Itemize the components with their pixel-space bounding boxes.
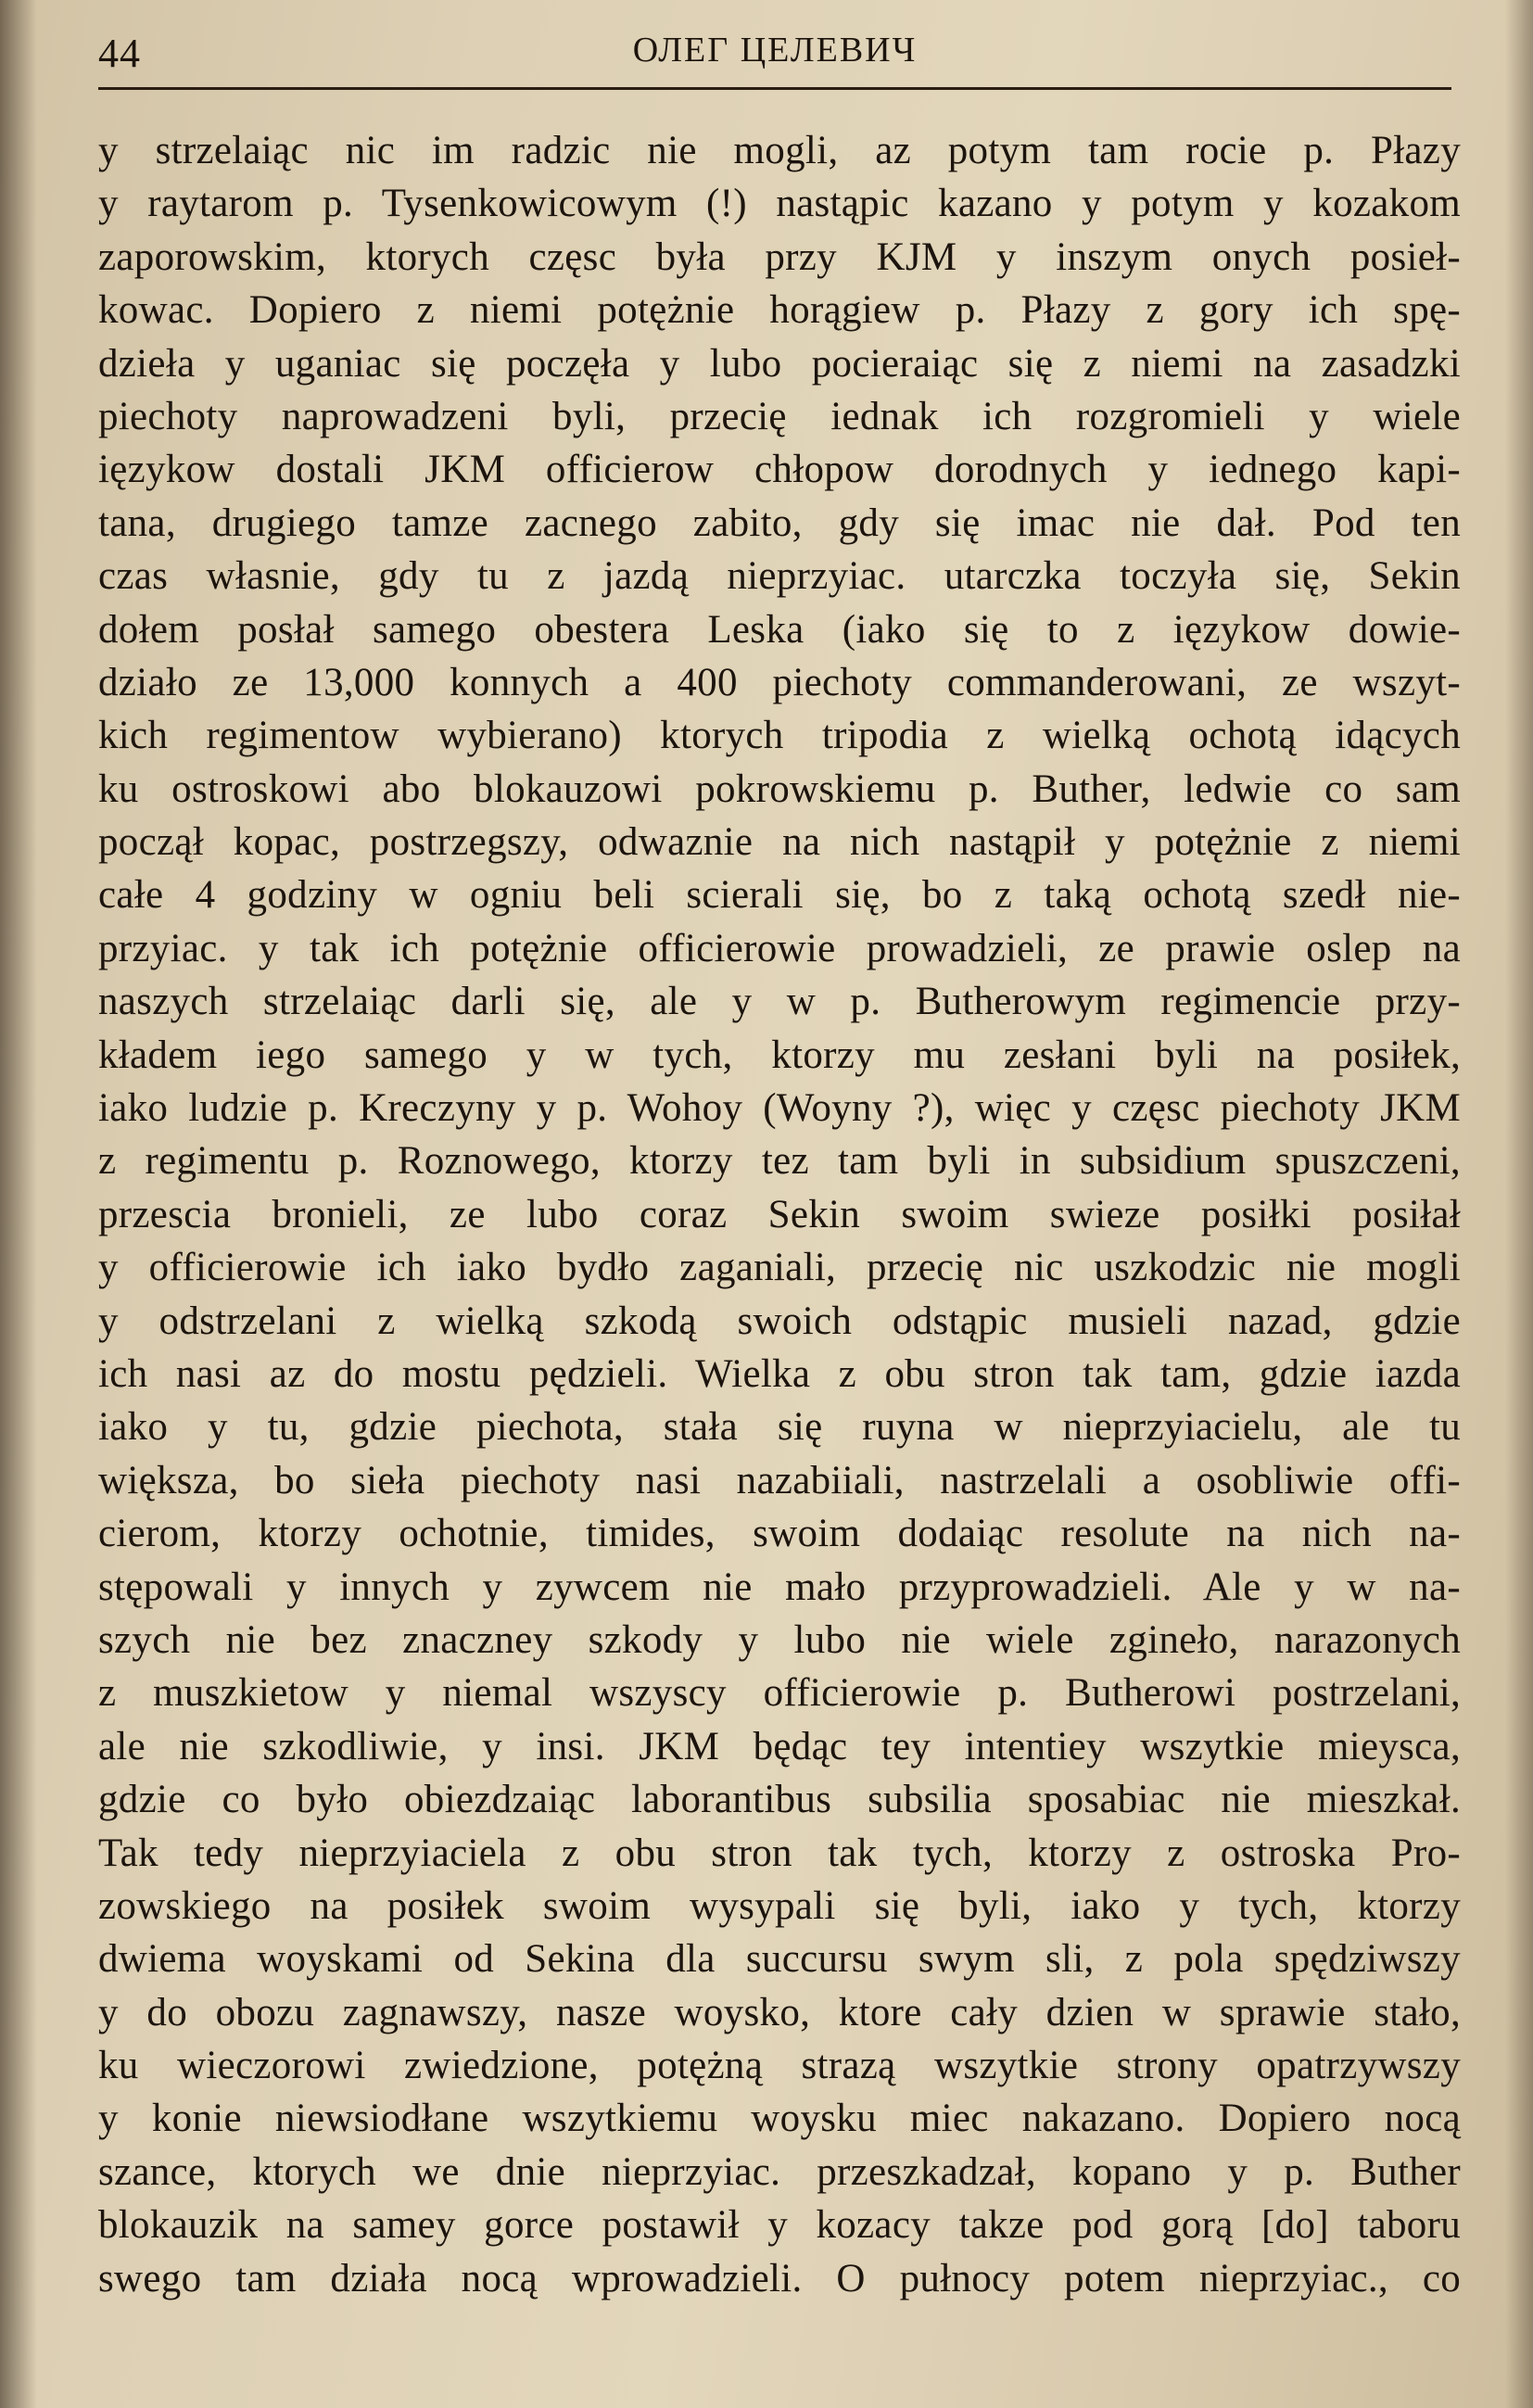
text-line: y strzelaiąc nic im radzic nie mogli, az potym tam rocie p. Płazy xyxy=(98,129,1461,172)
text-line: ale nie szkodliwie, y insi. JKM będąc tey intentiey wszytkie mieysca, xyxy=(98,1724,1461,1768)
text-line: czas własnie, gdy tu z jazdą nieprzyiac. utarczka toczyła się, Sekin xyxy=(98,554,1461,599)
page-number: 44 xyxy=(98,31,141,76)
text-line: przyiac. y tak ich potężnie officierowie prowadzieli, ze prawie oslep na xyxy=(98,926,1461,970)
text-line: stępowali y innych y zywcem nie mało przyprowadzieli. Ale y w na- xyxy=(98,1565,1461,1609)
text-line: kładem iego samego y w tych, ktorzy mu zesłani byli na posiłek, xyxy=(98,1033,1461,1077)
text-line: y do obozu zagnawszy, nasze woysko, ktore cały dzien w sprawie stało, xyxy=(98,1990,1461,2034)
text-line: Tak tedy nieprzyiaciela z obu stron tak tych, ktorzy z ostroska Pro- xyxy=(98,1831,1461,1875)
text-line: szych nie bez znaczney szkody y lubo nie wiele zgineło, narazonych xyxy=(98,1617,1461,1662)
text-line: z regimentu p. Roznowego, ktorzy tez tam byli in subsidium spuszczeni, xyxy=(98,1139,1461,1184)
text-line: swego tam działa nocą wprowadzieli. O pułnocy potem nieprzyiac., co xyxy=(98,2256,1461,2300)
text-line: naszych strzelaiąc darli się, ale y w p. Butherowym regimencie przy- xyxy=(98,980,1461,1024)
page-header xyxy=(98,22,1451,82)
text-line: iako ludzie p. Kreczyny y p. Wohoy (Woyny ?), więc y częsc piechoty JKM xyxy=(98,1086,1461,1131)
text-line: kich regimentow wybierano) ktorych tripodia z wielką ochotą idących xyxy=(98,714,1461,758)
text-line: całe 4 godziny w ogniu beli scierali się, bo z taką ochotą szedł nie- xyxy=(98,873,1461,918)
text-line: cierom, ktorzy ochotnie, timides, swoim dodaiąc resolute na nich na- xyxy=(98,1512,1461,1556)
text-line: ięzykow dostali JKM officierow chłopow dorodnych y iednego kapi- xyxy=(98,448,1461,492)
text-line: blokauzik na samey gorce postawił y kozacy takze pod gorą [do] taboru xyxy=(98,2203,1461,2248)
text-line: zaporowskim, ktorych częsc była przy KJM y inszym onych posieł- xyxy=(98,234,1461,279)
text-line: iako y tu, gdzie piechota, stała się ruyna w nieprzyiacielu, ale tu xyxy=(98,1405,1461,1450)
text-line: dzieła y uganiac się poczęła y lubo pocieraiąc się z niemi na zasadzki xyxy=(98,341,1461,386)
text-line: większa, bo sieła piechoty nasi nazabiiali, nastrzelali a osobliwie offi- xyxy=(98,1458,1461,1502)
text-line: tana, drugiego tamze zacnego zabito, gdy się imac nie dał. Pod ten xyxy=(98,501,1461,545)
text-line: począł kopac, postrzegszy, odwaznie na nich nastąpił y potężnie z niemi xyxy=(98,820,1461,865)
header-rule xyxy=(98,87,1451,90)
text-line: zowskiego na posiłek swoim wysypali się byli, iako y tych, ktorzy xyxy=(98,1883,1461,1928)
text-line: piechoty naprowadzeni byli, przecię iednak ich rozgromieli y wiele xyxy=(98,394,1461,438)
text-line: z muszkietow y niemal wszyscy officierowie p. Butherowi postrzelani, xyxy=(98,1671,1461,1716)
text-line: gdzie co było obiezdzaiąc laborantibus subsilia sposabiac nie mieszkał. xyxy=(98,1778,1461,1822)
text-line: przescia bronieli, ze lubo coraz Sekin swoim swieze posiłki posiłał xyxy=(98,1192,1461,1236)
text-line: y konie niewsiodłane wszytkiemu woysku miec nakazano. Dopiero nocą xyxy=(98,2097,1461,2141)
text-line: ku wieczorowi zwiedzione, potężną strazą wszytkie strony opatrzywszy xyxy=(98,2044,1461,2088)
text-line: y raytarom p. Tysenkowicowym (!) nastąpic kazano y potym y kozakom xyxy=(98,182,1461,226)
text-line: szance, ktorych we dnie nieprzyiac. przeszkadzał, kopano y p. Buther xyxy=(98,2149,1461,2194)
body-text xyxy=(98,124,1461,2305)
text-line: działo ze 13,000 konnych a 400 piechoty commanderowani, ze wszyt- xyxy=(98,660,1461,704)
text-line: dwiema woyskami od Sekina dla succursu swym sli, z pola spędziwszy xyxy=(98,1937,1461,1982)
text-line: y odstrzelani z wielką szkodą swoich odstąpic musieli nazad, gdzie xyxy=(98,1299,1461,1343)
text-line: ku ostroskowi abo blokauzowi pokrowskiemu p. Buther, ledwie co sam xyxy=(98,767,1461,811)
running-head: ОЛЕГ ЦЕЛЕВИЧ xyxy=(632,31,918,70)
text-line: dołem posłał samego obestera Leska (iako się to z ięzykow dowie- xyxy=(98,607,1461,652)
text-line: y officierowie ich iako bydło zaganiali, przecię nic uszkodzic nie mogli xyxy=(98,1246,1461,1290)
text-line: ich nasi az do mostu pędzieli. Wielka z obu stron tak tam, gdzie iazda xyxy=(98,1351,1461,1396)
text-line: kowac. Dopiero z niemi potężnie horągiew p. Płazy z gory ich spę- xyxy=(98,288,1461,333)
